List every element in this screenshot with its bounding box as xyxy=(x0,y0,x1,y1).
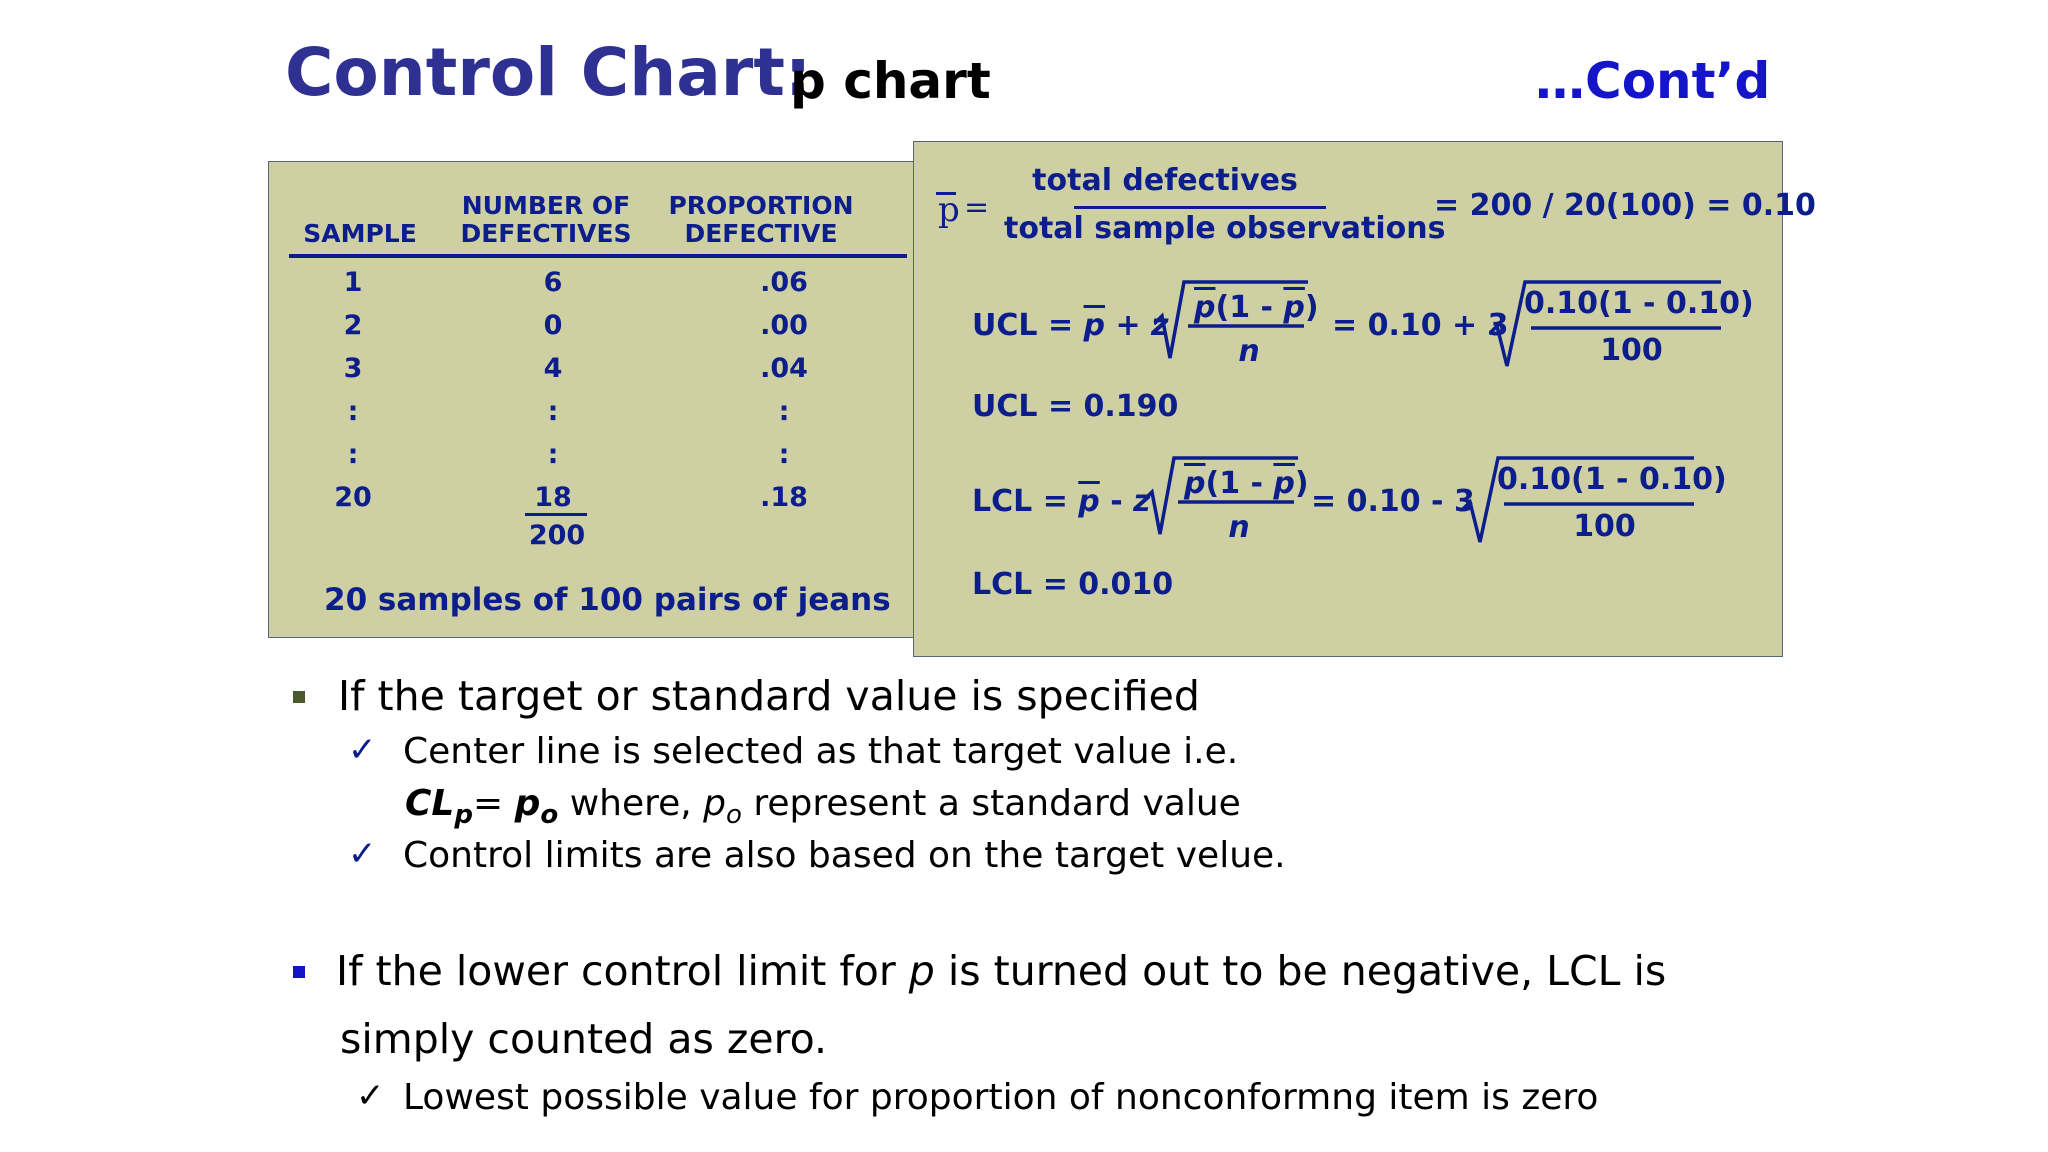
ucl-result: UCL = 0.190 xyxy=(972,389,1179,424)
sum-rule xyxy=(525,513,587,516)
cell-proportion: : xyxy=(778,396,790,427)
cell-sample: 3 xyxy=(343,353,363,384)
formula-panel xyxy=(913,141,1816,657)
total-defectives: 200 xyxy=(528,520,586,551)
pbar-denominator: total sample observations xyxy=(1004,211,1446,246)
pbar-eq: = xyxy=(964,190,990,225)
ucl-sqrt-denominator: n xyxy=(1238,334,1260,369)
header-rule xyxy=(289,254,907,258)
bullet-target-value: If the target or standard value is specified xyxy=(338,672,1200,720)
cell-sample: 2 xyxy=(343,310,363,341)
lcl-numeric-denominator: 100 xyxy=(1573,509,1636,544)
lcl-result: LCL = 0.010 xyxy=(972,567,1174,602)
pbar-result: = 200 / 20(100) = 0.10 xyxy=(1434,188,1816,223)
lcl-mid: = 0.10 - 3 xyxy=(1311,484,1475,519)
pbar-fraction-bar xyxy=(1074,206,1326,209)
cell-defectives: 6 xyxy=(543,267,563,298)
ucl-numeric-numerator: 0.10(1 - 0.10) xyxy=(1524,286,1754,321)
cell-sample: 1 xyxy=(343,267,363,298)
cell-defectives: 0 xyxy=(543,310,563,341)
header-defectives-line2: DEFECTIVES xyxy=(460,219,632,248)
cell-proportion: .00 xyxy=(760,310,808,341)
pbar-numerator: total defectives xyxy=(1032,163,1298,198)
cell-defectives: : xyxy=(547,396,559,427)
lcl-formula-lhs: LCL = $\overline{p}$ - z xyxy=(972,484,1151,519)
ucl-formula-lhs: UCL = $\overline{p} + z$ xyxy=(972,308,1169,343)
cell-proportion: .18 xyxy=(760,482,808,513)
table-caption: 20 samples of 100 pairs of jeans xyxy=(324,582,891,618)
header-proportion-line1: PROPORTION xyxy=(668,191,854,220)
ucl-numeric-denominator: 100 xyxy=(1600,333,1663,368)
bullet-square-icon xyxy=(293,966,305,978)
sub-bullet-center-line: Center line is selected as that target value i.e. xyxy=(403,731,1239,772)
ucl-mid: = 0.10 + 3 xyxy=(1332,308,1509,343)
header-defectives-line1: NUMBER OF xyxy=(461,191,631,220)
cell-defectives: : xyxy=(547,439,559,470)
cell-sample: : xyxy=(347,439,359,470)
sub-bullet-control-limits: Control limits are also based on the target velue. xyxy=(403,835,1286,876)
bullet-negative-lcl-line2: simply counted as zero. xyxy=(340,1015,827,1063)
cell-defectives: 4 xyxy=(543,353,563,384)
ucl-sqrt-numerator: $\overline{p}(1 - \overline{p})$ xyxy=(1194,290,1319,325)
checkmark-icon: ✓ xyxy=(356,1076,385,1116)
header-sample: SAMPLE xyxy=(303,219,417,248)
checkmark-icon: ✓ xyxy=(348,730,377,770)
header-proportion-line2: DEFECTIVE xyxy=(684,219,838,248)
cell-sample: 20 xyxy=(334,482,372,513)
checkmark-icon: ✓ xyxy=(348,834,377,874)
pbar-symbol: p xyxy=(938,190,960,230)
cell-proportion: .06 xyxy=(760,267,808,298)
sub-bullet-clp-definition: $CL_p= p_o$ where, $p_o$ represent a standard value xyxy=(405,783,1241,831)
sub-bullet-lowest-value: Lowest possible value for proportion of nonconformng item is zero xyxy=(403,1077,1599,1118)
cell-proportion: .04 xyxy=(760,353,808,384)
cell-defectives: 18 xyxy=(534,482,572,513)
bullet-negative-lcl: If the lower control limit for p is turned out to be negative, LCL is xyxy=(336,947,1667,995)
lcl-sqrt-denominator: n xyxy=(1228,510,1250,545)
continued-label: …Cont’d xyxy=(1535,52,1771,110)
cell-sample: : xyxy=(347,396,359,427)
page-subtitle: p chart xyxy=(790,52,991,110)
lcl-sqrt-numerator: $\overline{p}(1 - \overline{p})$ xyxy=(1184,466,1309,501)
cell-proportion: : xyxy=(778,439,790,470)
bullet-square-icon xyxy=(293,691,305,703)
lcl-numeric-numerator: 0.10(1 - 0.10) xyxy=(1497,462,1727,497)
page-title: Control Chart: xyxy=(285,34,812,111)
sample-table-panel xyxy=(268,161,928,638)
